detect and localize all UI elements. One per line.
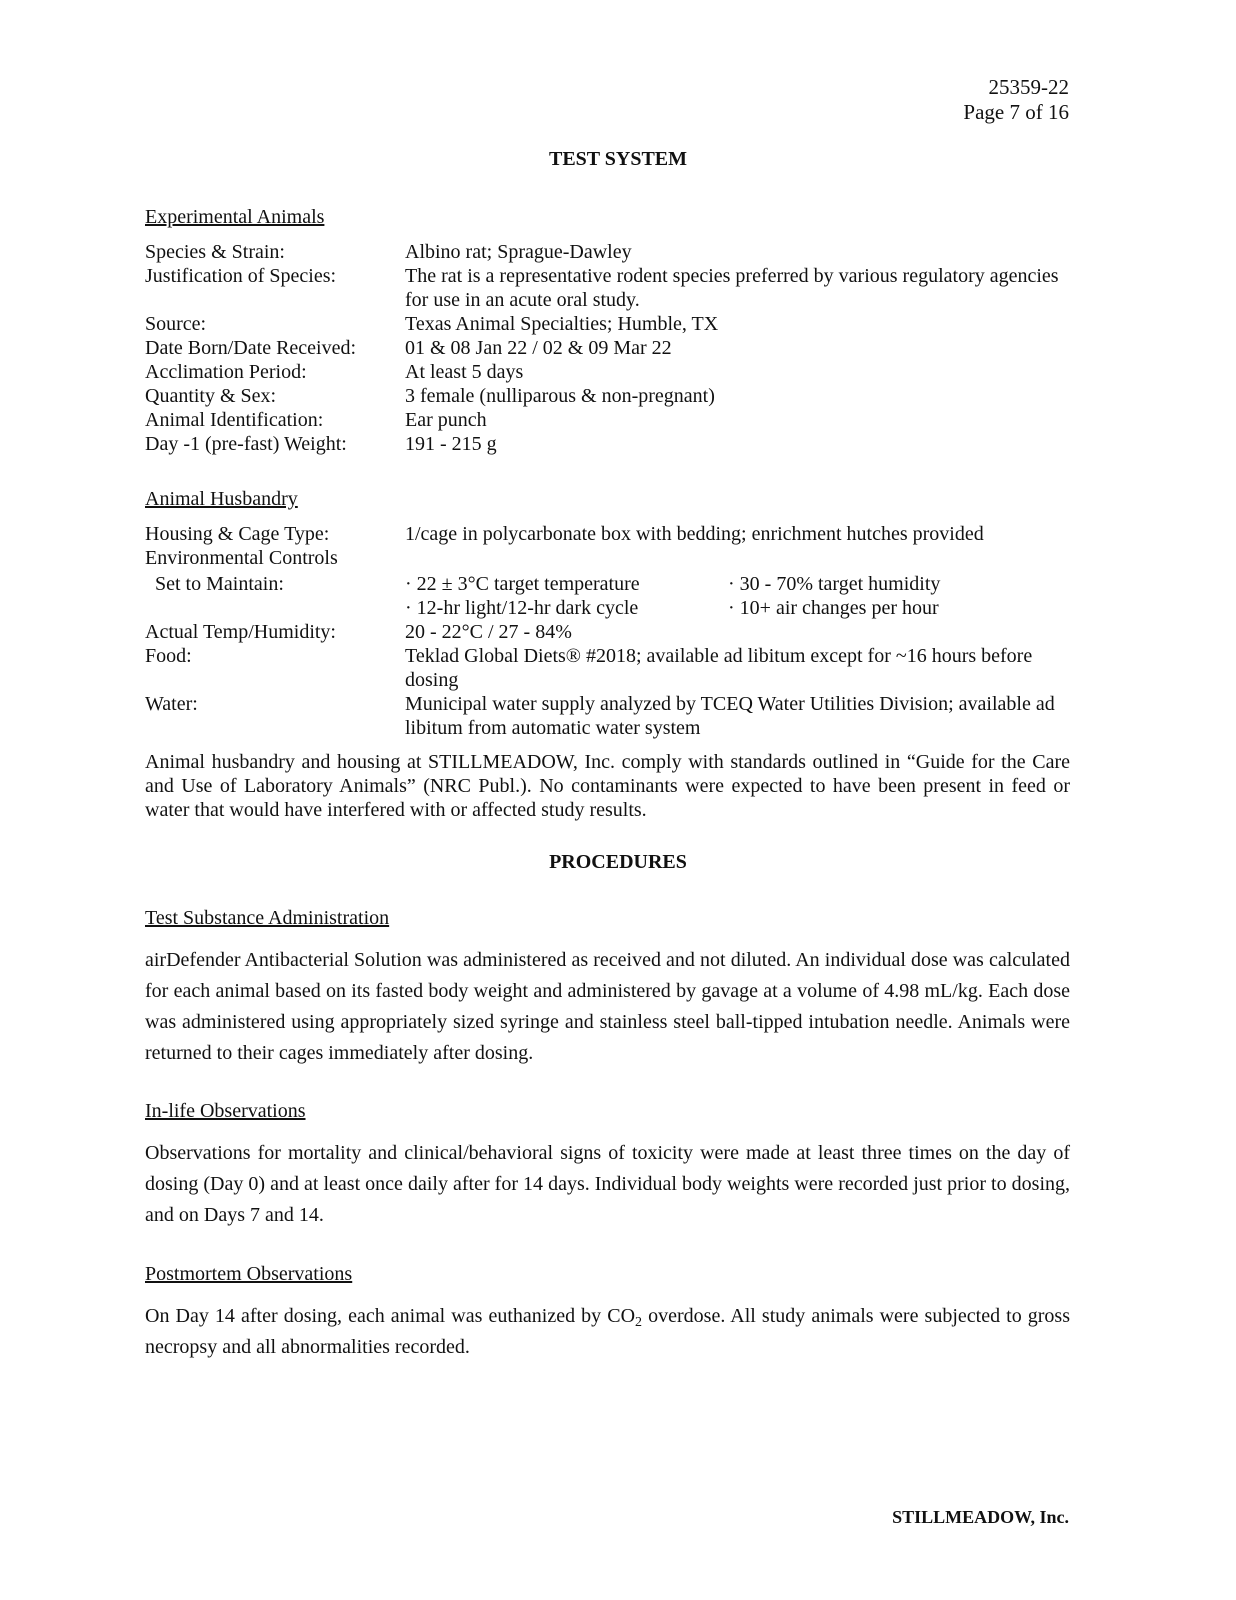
env-item: · 12-hr light/12-hr dark cycle bbox=[405, 597, 639, 619]
env-item: · 30 - 70% target humidity bbox=[728, 573, 941, 595]
subheading-experimental-animals: Experimental Animals bbox=[145, 206, 325, 228]
row-value: Municipal water supply analyzed by TCEQ Water Utilities Division; available ad libitum from automatic water system bbox=[405, 693, 1055, 739]
row-label: Justification of Species: bbox=[145, 265, 337, 287]
row-value bbox=[405, 572, 1070, 620]
table-row bbox=[145, 644, 1070, 692]
postmortem-text-end: overdose. All study animals were subjected to gross necropsy and all abnormalities recorded. bbox=[145, 1305, 1071, 1358]
page-number: Page 7 of 16 bbox=[963, 100, 1069, 124]
row-value: 3 female (nulliparous & non-pregnant) bbox=[405, 385, 715, 407]
row-value: 20 - 22°C / 27 - 84% bbox=[405, 621, 572, 643]
footer-company-name: STILLMEADOW, Inc. bbox=[892, 1507, 1069, 1527]
table-row bbox=[145, 620, 1070, 644]
table-row bbox=[145, 692, 1070, 740]
row-label: Species & Strain: bbox=[145, 241, 285, 263]
row-label: Environmental Controls bbox=[145, 547, 338, 569]
row-label: Day -1 (pre-fast) Weight: bbox=[145, 433, 347, 455]
section-title-procedures: PROCEDURES bbox=[549, 851, 687, 873]
table-row bbox=[145, 384, 1070, 408]
inlife-paragraph: Observations for mortality and clinical/behavioral signs of toxicity were made at least three times on the day of dosing (Day 0) and at least once daily after for 14 days. Individual body weights were recorded just prior to dosing, and on Days 7 and 14. bbox=[145, 1142, 1070, 1226]
row-label: Date Born/Date Received: bbox=[145, 337, 357, 359]
row-label: Housing & Cage Type: bbox=[145, 523, 330, 545]
row-label: Water: bbox=[145, 693, 198, 715]
table-row bbox=[145, 264, 1070, 312]
row-value: Texas Animal Specialties; Humble, TX bbox=[405, 313, 719, 335]
table-row bbox=[145, 336, 1070, 360]
subheading-animal-husbandry: Animal Husbandry bbox=[145, 488, 298, 510]
husbandry-paragraph: Animal husbandry and housing at STILLMEADOW, Inc. comply with standards outlined in “Guide for the Care and Use of Laboratory Animals” (NRC Publ.). No contaminants were expected to have been present in feed or water that would have interfered with or affected study results. bbox=[145, 751, 1070, 821]
page-header bbox=[963, 75, 1069, 125]
row-value: 191 - 215 g bbox=[405, 433, 497, 455]
table-row bbox=[145, 408, 1070, 432]
subheading-postmortem-observations: Postmortem Observations bbox=[145, 1263, 353, 1285]
table-row bbox=[145, 572, 1070, 620]
subheading-test-substance-administration: Test Substance Administration bbox=[145, 907, 390, 929]
animal-husbandry-table bbox=[145, 522, 1070, 740]
row-label: Actual Temp/Humidity: bbox=[145, 621, 336, 643]
administration-paragraph: airDefender Antibacterial Solution was administered as received and not diluted. An individual dose was calculated for each animal based on its fasted body weight and administered by gavage at a volume of 4.98 mL/kg. Each dose was administered using appropriately sized syringe and stainless steel ball-tipped intubation needle. Animals were returned to their cages immediately after dosing. bbox=[145, 949, 1070, 1064]
postmortem-paragraph bbox=[145, 1301, 1070, 1363]
table-row bbox=[145, 522, 1070, 546]
row-label: Quantity & Sex: bbox=[145, 385, 277, 407]
postmortem-text-start: On Day 14 after dosing, each animal was euthanized by CO bbox=[145, 1305, 636, 1327]
row-label: Source: bbox=[145, 313, 207, 335]
table-row bbox=[145, 312, 1070, 336]
row-value: At least 5 days bbox=[405, 361, 524, 383]
row-value: 1/cage in polycarbonate box with bedding; enrichment hutches provided bbox=[405, 523, 984, 545]
row-value: 01 & 08 Jan 22 / 02 & 09 Mar 22 bbox=[405, 337, 672, 359]
co2-subscript: 2 bbox=[635, 1315, 643, 1330]
row-value: The rat is a representative rodent species preferred by various regulatory agencies for use in an acute oral study. bbox=[405, 265, 1059, 311]
row-value: Ear punch bbox=[405, 409, 487, 431]
env-item: · 22 ± 3°C target temperature bbox=[405, 573, 640, 595]
row-value: Teklad Global Diets® #2018; available ad libitum except for ~16 hours before dosing bbox=[405, 645, 1033, 691]
document-number: 25359-22 bbox=[988, 75, 1069, 99]
row-label: Food: bbox=[145, 645, 192, 667]
row-value: Albino rat; Sprague-Dawley bbox=[405, 241, 632, 263]
table-row bbox=[145, 240, 1070, 264]
row-label: Animal Identification: bbox=[145, 409, 324, 431]
row-label: Acclimation Period: bbox=[145, 361, 307, 383]
row-label: Set to Maintain: bbox=[155, 573, 284, 595]
subheading-in-life-observations: In-life Observations bbox=[145, 1100, 306, 1122]
section-title-test-system: TEST SYSTEM bbox=[548, 148, 688, 170]
table-row bbox=[145, 432, 1070, 456]
experimental-animals-table bbox=[145, 240, 1070, 456]
env-item: · 10+ air changes per hour bbox=[728, 597, 939, 619]
table-row bbox=[145, 546, 1070, 570]
table-row bbox=[145, 360, 1070, 384]
